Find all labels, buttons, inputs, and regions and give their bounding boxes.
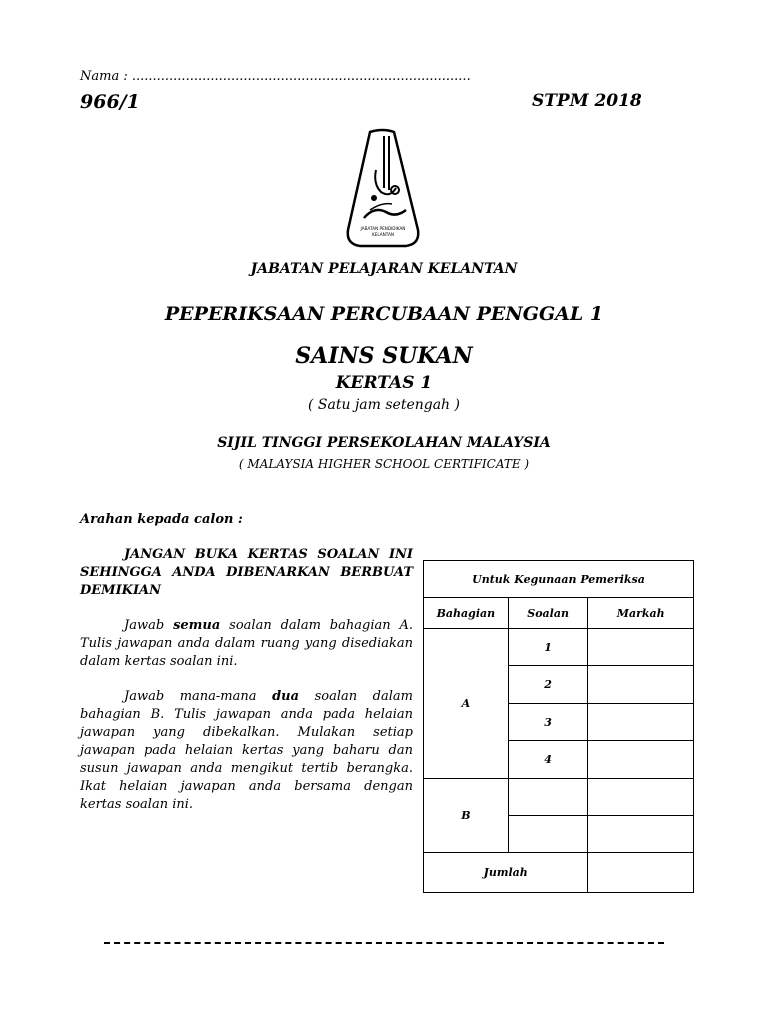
exam-duration: ( Satu jam setengah ) <box>308 397 460 413</box>
instructions-paragraph-b <box>80 688 413 814</box>
certificate-title-english: ( MALAYSIA HIGHER SCHOOL CERTIFICATE ) <box>238 457 530 471</box>
warning-text: JANGAN BUKA KERTAS SOALAN INI SEHINGGA ANDA DIBENARKAN BERBUAT DEMIKIAN <box>80 547 413 598</box>
paper-code: 966/1 <box>80 91 140 113</box>
mark-cell <box>588 704 694 741</box>
mark-cell <box>588 779 694 816</box>
mark-cell <box>588 741 694 779</box>
instructions-paragraph-a <box>80 617 413 671</box>
question-number: 2 <box>508 666 588 704</box>
svg-text:KELANTAN: KELANTAN <box>371 232 395 237</box>
mark-cell <box>588 816 694 853</box>
question-number: 4 <box>508 741 588 779</box>
para1-emphasis: semua <box>173 618 221 633</box>
footer-divider <box>104 942 664 944</box>
paper-number: KERTAS 1 <box>335 373 433 393</box>
column-header-soalan: Soalan <box>508 598 588 629</box>
question-cell-empty <box>508 779 588 816</box>
exam-year: STPM 2018 <box>532 91 642 111</box>
certificate-title: SIJIL TINGGI PERSEKOLAHAN MALAYSIA <box>217 435 551 451</box>
para1-text: Jawab <box>124 618 174 633</box>
para2-emphasis: dua <box>272 689 300 704</box>
column-header-bahagian: Bahagian <box>424 598 509 629</box>
total-mark-cell <box>588 853 694 893</box>
examiner-table <box>423 560 694 893</box>
para2-text: Jawab mana-mana <box>124 689 273 704</box>
examiner-table-title: Untuk Kegunaan Pemeriksa <box>424 561 694 598</box>
mark-cell <box>588 666 694 704</box>
para2-text-rest: soalan dalam bahagian B. Tulis jawapan anda pada helaian jawapan yang dibekalkan. Mulakan setiap jawapan pada helaian kertas yang baharu dan susun jawapan anda mengikut tertib berangka. Ikat helaian jawapan anda bersama dengan kertas soalan ini. <box>80 689 413 812</box>
question-cell-empty <box>508 816 588 853</box>
department-title: JABATAN PELAJARAN KELANTAN <box>250 261 518 277</box>
exam-title: PEPERIKSAAN PERCUBAAN PENGGAL 1 <box>164 303 604 325</box>
question-number: 1 <box>508 629 588 666</box>
crest-logo <box>340 126 426 250</box>
question-number: 3 <box>508 704 588 741</box>
column-header-markah: Markah <box>588 598 694 629</box>
mark-cell <box>588 629 694 666</box>
section-b-label: B <box>424 779 509 853</box>
total-label: Jumlah <box>424 853 588 893</box>
section-a-label: A <box>424 629 509 779</box>
para1-text-rest: soalan dalam bahagian A. Tulis jawapan anda dalam ruang yang disediakan dalam kertas soalan ini. <box>80 618 414 669</box>
instructions-heading: Arahan kepada calon : <box>80 512 243 527</box>
name-field-label: Nama : .................................................................................. <box>80 69 471 84</box>
subject-title: SAINS SUKAN <box>295 343 473 369</box>
svg-text:JABATAN PENDIDIKAN: JABATAN PENDIDIKAN <box>360 226 406 231</box>
instructions-warning <box>80 546 413 600</box>
